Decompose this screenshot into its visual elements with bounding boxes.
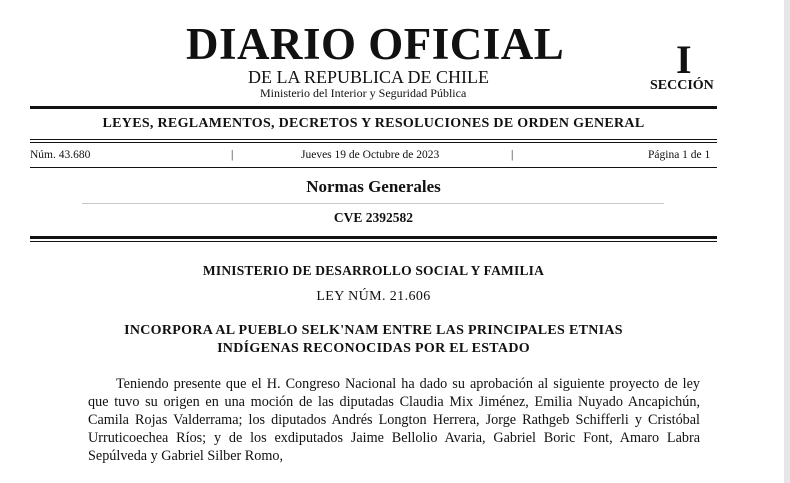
section-divider bbox=[82, 203, 664, 204]
law-title-line-1: INCORPORA AL PUEBLO SELK'NAM ENTRE LAS PRINCIPALES ETNIAS bbox=[124, 323, 623, 338]
section-numeral: I bbox=[676, 37, 692, 82]
law-title-line-2: INDÍGENAS RECONOCIDAS POR EL ESTADO bbox=[217, 341, 530, 356]
content-rule-thick bbox=[30, 236, 717, 239]
meta-separator-1: | bbox=[231, 149, 234, 161]
law-preamble-paragraph: Teniendo presente que el H. Congreso Nacional ha dado su aprobación al siguiente proyecto de ley que tuvo su origen en una moción de las diputadas Claudia Mix Jiménez, Emilia Nuyado Ancapichún, Camila Rojas Valderrama; los diputados Andrés Longton Herrera, Jorge Rathgeb Schifferli y Cristóbal Urruticoechea Ríos; y de los exdiputados Jaime Bellolio Avaria, Gabriel Boric Font, Amaro Labra Sepúlveda y Gabriel Silber Romo, bbox=[88, 376, 700, 464]
masthead-title: DIARIO OFICIAL bbox=[186, 19, 565, 69]
issue-number: Núm. 43.680 bbox=[30, 149, 91, 161]
header-rule-top bbox=[30, 106, 717, 109]
cve-code: CVE 2392582 bbox=[333, 210, 414, 225]
masthead-subtitle: DE LA REPUBLICA DE CHILE bbox=[248, 67, 489, 87]
meta-separator-2: | bbox=[511, 149, 514, 161]
page-indicator: Página 1 de 1 bbox=[648, 149, 711, 161]
law-number: LEY NÚM. 21.606 bbox=[316, 289, 431, 304]
banner-title: LEYES, REGLAMENTOS, DECRETOS Y RESOLUCIONES DE ORDEN GENERAL bbox=[102, 116, 645, 131]
banner-rule-2 bbox=[30, 142, 717, 143]
banner-rule-1 bbox=[30, 139, 717, 140]
document-ministry: MINISTERIO DE DESARROLLO SOCIAL Y FAMILIA bbox=[202, 263, 545, 278]
section-heading: Normas Generales bbox=[306, 177, 441, 196]
viewer-scrollbar-track[interactable] bbox=[784, 0, 790, 483]
masthead-ministry-line: Ministerio del Interior y Seguridad Pública bbox=[260, 86, 467, 100]
section-label: SECCIÓN bbox=[650, 78, 714, 93]
issue-date: Jueves 19 de Octubre de 2023 bbox=[301, 149, 440, 161]
content-rule-thin bbox=[30, 241, 717, 242]
meta-rule bbox=[30, 167, 717, 168]
